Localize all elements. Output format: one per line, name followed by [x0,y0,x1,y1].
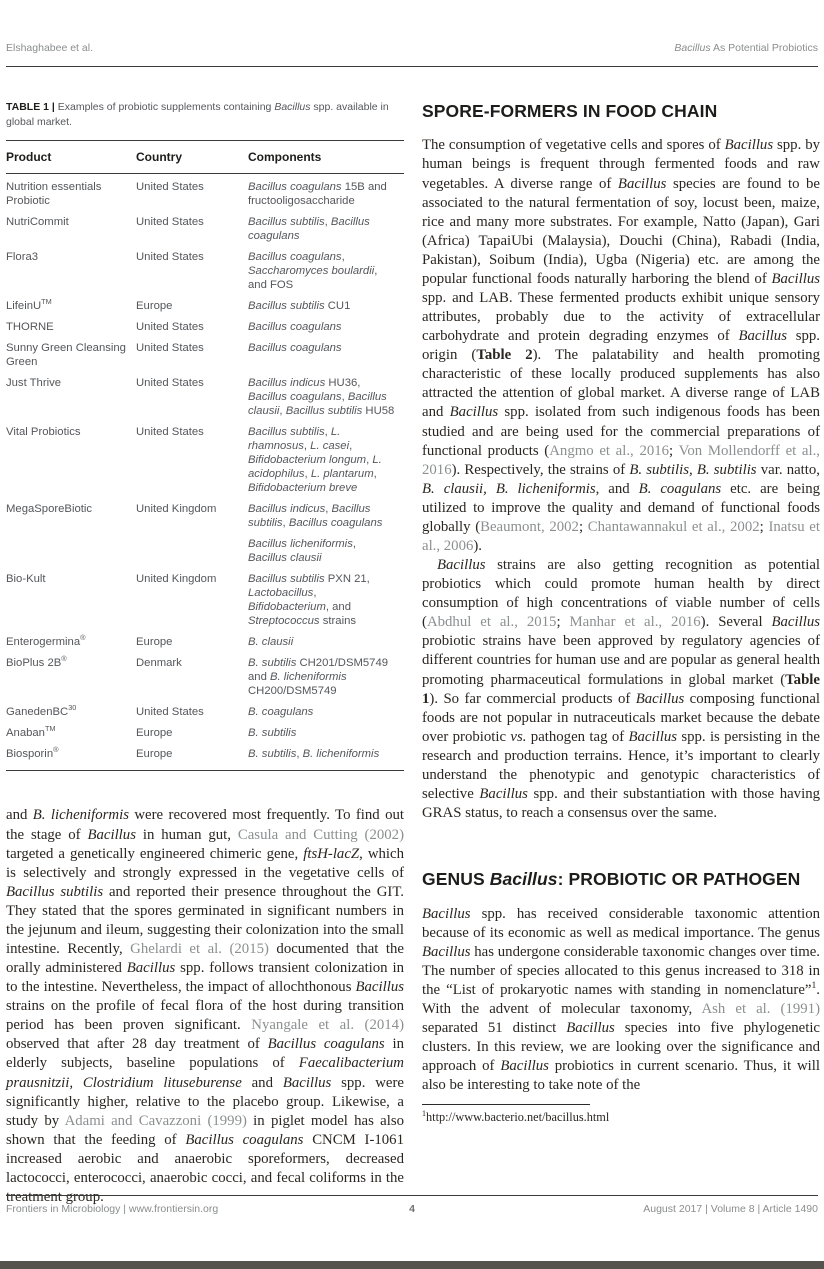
cell-product: Enterogermina® [6,633,86,649]
cell-components [248,726,404,740]
citation-link[interactable]: Angmo et al., 2016 [549,442,670,459]
component-line: Bacillus subtilis, L. rhamnosus, L. casei, Bifidobacterium longum, L. acidophilus, L. plantarum, Bifidobacterium breve [248,426,382,495]
component-line: Bacillus subtilis, Bacillus coagulans [248,216,370,243]
cell-country: United States [136,706,204,719]
cell-product: Bio-Kult [6,573,46,586]
footer [6,1203,818,1215]
component-line: B. subtilis [248,727,297,740]
table-row [6,211,404,246]
component-line: Bacillus subtilis PXN 21, Lactobacillus, Bifidobacterium, and Streptococcus strains [248,573,370,628]
cell-components [248,502,404,565]
table-row [6,701,404,722]
cell-country: United States [136,321,204,334]
cell-product: NutriCommit [6,216,69,229]
cell-components [248,215,404,243]
section-heading: GENUS Bacillus: PROBIOTIC OR PATHOGEN [422,869,801,890]
component-line: Bacillus subtilis CU1 [248,300,351,313]
cell-components [248,299,404,313]
table-row [6,652,404,701]
cell-country: United States [136,342,204,355]
cell-country: United States [136,426,204,439]
component-line: Bacillus indicus, Bacillus subtilis, Bacillus coagulans [248,503,383,530]
table-row [6,176,404,211]
cell-components [248,705,404,719]
citation-link[interactable]: Casula and Cutting (2002) [237,826,404,843]
citation-link[interactable]: Beaumont, 2002 [480,518,579,535]
cell-product: GanedenBC$^{30}$ [6,703,77,719]
column-header-product: Product [6,150,52,165]
component-line: Bacillus coagulans 15B and fructooligosaccharide [248,181,387,208]
citation-link[interactable]: Ghelardi et al. (2015) [130,940,269,957]
cell-product: LifeinU™ [6,297,52,313]
header-rule [6,66,818,67]
window-bottom-bar [0,1261,824,1269]
table1-header-row [6,140,404,174]
footer-page-number: 4 [409,1203,415,1215]
table-row [6,498,404,568]
cell-country: Europe [136,727,173,740]
citation-link[interactable]: Ash et al. (1991) [701,1000,820,1017]
cell-components [248,376,404,418]
left-column [6,96,404,1207]
component-line: Bacillus indicus HU36, Bacillus coagulans, Bacillus clausii, Bacillus subtilis HU58 [248,377,395,418]
cell-product: Vital Probiotics [6,426,81,439]
cell-country: Europe [136,636,173,649]
section-genus-bacillus [422,869,820,1095]
cell-country: United States [136,216,204,229]
table-row [6,246,404,295]
column-header-country: Country [136,150,182,165]
table-row [6,722,404,743]
footnote-url[interactable]: $^1$http://www.bacterio.net/bacillus.html [422,1109,610,1125]
left-body-text [6,806,404,1207]
footer-rule [6,1195,818,1196]
cell-product: Biosporin® [6,745,59,761]
cell-components [248,572,404,628]
section-spore-formers [422,101,820,823]
table1-caption: TABLE 1 | Examples of probiotic supplements containing Bacillus spp. available in global market. [6,101,389,129]
cell-product: Sunny Green Cleansing Green [6,342,126,369]
table-row [6,295,404,316]
table-row [6,337,404,372]
cell-components [248,635,404,649]
cell-country: Europe [136,748,173,761]
footer-journal: Frontiers in Microbiology | www.frontiersin.org [6,1203,219,1215]
body-paragraph: and B. licheniformis were recovered most frequently. To find out the stage of Bacillus in human gut, Casula and Cutting (2002) targeted a genetically engineered chimeric gene, ftsH-lacZ, which is selectively and strongly expressed in the vegetative cells of Bacillus subtilis and reported their presence throughout the GIT. They stated that the spores germinated in significant numbers in the jejunum and ileum, suggesting their colonization into the small intestine. Recently, Ghelardi et al. (2015) documented that the orally administered Bacillus spp. follows transient colonization in to the intestine. Nevertheless, the impact of allochthonous Bacillus strains on the profile of fecal flora of the host during transition period has been proven significant. Nyangale et al. (2014) observed that after 28 day treatment of Bacillus coagulans in elderly subjects, baseline populations of Faecalibacterium prausnitzii, Clostridium lituseburense and Bacillus spp. were significantly higher, relative to the placebo group. Likewise, a study by Adami and Cavazzoni (1999) in piglet model has also shown that the feeding of Bacillus coagulans CNCM I-1061 increased aerobic and anaerobic sporeformers, decreased lactococci, enterococci, anaerobic cocci, and fecal coliforms in the treatment group. [6,807,404,1205]
cell-country: United States [136,181,204,194]
component-line: Bacillus licheniformis, Bacillus clausii [248,538,356,565]
body-paragraph: The consumption of vegetative cells and spores of Bacillus spp. by human beings is frequent through fermented foods and raw vegetables. A diverse range of Bacillus species are found to be associated to the natural fermentation of soy, locust been, maize, rice and many more substrates. For example, Natto (Japan), Gari (Africa) TapaiUbi (Malaysia), Douchi (China), Rabadi (India, Pakistan), Soibum (India), Ugba (Nigeria) etc. are among the popular functional foods naturally harboring the blend of Bacillus spp. and LAB. These fermented products exhibit unique sensory attributes, probably due to the activity of extracellular carbohydrate and protein degrading enzymes of Bacillus spp. origin (Table 2). The palatability and health promoting characteristic of these locally produced supplements has also attracted the attention of global market. A diverse range of LAB and Bacillus spp. isolated from such indigenous foods has been studied and are being used for the commercial preparations of functional products (Angmo et al., 2016; Von Mollendorff et al., 2016). Respectively, the strains of B. subtilis, B. subtilis var. natto, B. clausii, B. licheniformis, and B. coagulans etc. are being utilized to improve the quality and demand of functional foods globally (Beaumont, 2002; Chantawannakul et al., 2002; Inatsu et al., 2006). [422,137,821,554]
cell-components [248,250,404,292]
component-line: B. clausii [248,636,294,649]
right-column [422,96,820,1125]
body-paragraph: Bacillus spp. has received considerable taxonomic attention because of its economic as well as medical importance. The genus Bacillus has undergone considerable taxonomic changes over time. The number of species allocated to this genus increased to 318 in the “List of prokaryotic names with standing in nomenclature”$^1$. With the advent of molecular taxonomy, Ash et al. (1991) separated 51 distinct Bacillus species into five phylogenetic clusters. In this review, we are looking over the significance and approach of Bacillus probiotics in current scenario. Thus, it will also be interesting to take note of the [422,905,821,1094]
component-line: B. subtilis, B. licheniformis [248,748,380,761]
cell-components [248,425,404,495]
cell-product: Nutrition essentials Probiotic [6,181,102,208]
table-row [6,631,404,652]
citation-link[interactable]: Inatsu et al., 2006 [422,518,820,554]
table-row [6,316,404,337]
running-head [6,42,818,54]
cell-components [248,747,404,761]
cell-country: United States [136,377,204,390]
citation-link[interactable]: Von Mollendorff et al., 2016 [422,442,821,478]
cell-country: United Kingdom [136,573,217,586]
component-line: Bacillus coagulans [248,321,342,334]
cell-country: United Kingdom [136,503,217,516]
cell-product: MegaSporeBiotic [6,503,93,516]
cell-components [248,341,404,369]
component-line: Bacillus coagulans [248,342,342,355]
cell-country: Denmark [136,657,182,670]
section-heading: SPORE-FORMERS IN FOOD CHAIN [422,101,718,121]
table-row [6,372,404,421]
cell-product: Anaban™ [6,724,56,740]
cell-components [248,180,404,208]
citation-link[interactable]: Manhar et al., 2016 [569,614,701,631]
component-line: B. coagulans [248,706,314,719]
table1-rows [6,174,404,771]
cell-product: Just Thrive [6,377,62,390]
cell-product: BioPlus 2B® [6,654,67,670]
table1 [6,140,404,771]
cell-product: THORNE [6,321,54,334]
citation-link[interactable]: Chantawannakul et al., 2002 [587,518,760,535]
running-head-author: Elshaghabee et al. [6,42,93,54]
column-header-components: Components [248,150,322,165]
component-line: Bacillus coagulans, Saccharomyces boulardii, and FOS [248,251,378,292]
table-row [6,421,404,498]
running-head-title: Bacillus As Potential Probiotics [674,42,818,54]
cell-country: Europe [136,300,173,313]
table-row [6,743,404,764]
footnote-rule [422,1104,590,1105]
footnote-block [422,1104,820,1125]
cell-components [248,656,404,698]
citation-link[interactable]: Abdhul et al., 2015 [426,614,557,631]
cell-product: Flora3 [6,251,39,264]
table-row [6,568,404,631]
citation-link[interactable]: Adami and Cavazzoni (1999) [64,1112,247,1129]
footer-issue: August 2017 | Volume 8 | Article 1490 [643,1203,818,1215]
citation-link[interactable]: Nyangale et al. (2014) [251,1017,404,1034]
component-line: B. subtilis CH201/DSM5749 and B. licheniformis CH200/DSM5749 [248,657,389,698]
cell-components [248,320,404,334]
cell-country: United States [136,251,204,264]
body-paragraph: Bacillus strains are also getting recognition as potential probiotics which could promote human health by direct consumption of high concentrations of viable number of cells (Abdhul et al., 2015; Manhar et al., 2016). Several Bacillus probiotic strains have been approved by regulatory agencies of different countries for human use and are popular as general health promoting pharmaceutical formulations in global market (Table 1). So far commercial products of Bacillus composing functional foods are not popular in nutraceuticals market because the debate over probiotic vs. pathogen tag of Bacillus spp. is persisting in the research and production terrains. Hence, it’s important to clearly understand the phenotypic and genotypic characteristics of selective Bacillus spp. and their substantiation with those having GRAS status, to reach a consensus over the same. [422,557,821,822]
